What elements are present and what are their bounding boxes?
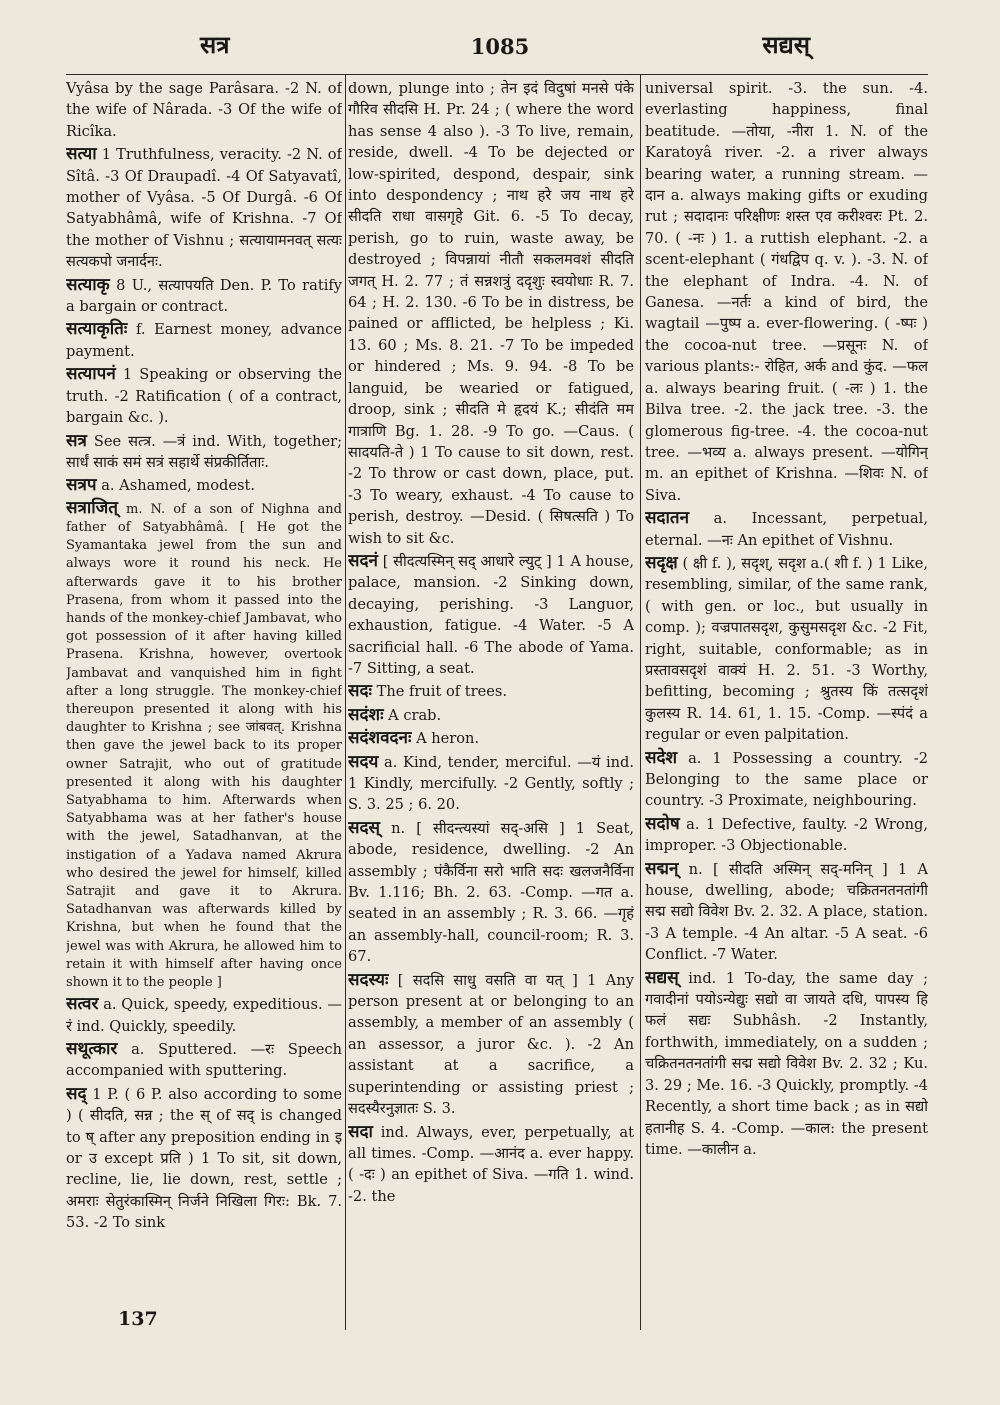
headword: सद् — [66, 1083, 87, 1104]
entry-definition: f. Earnest money, advance payment. — [66, 321, 342, 360]
dictionary-entry — [66, 431, 342, 474]
entry-definition: 1 Truthfulness, veracity. -2 N. of Sîtâ. -3 Of Draupadî. -4 Of Satyavatî, mother of Vyâsa. -5 Of Durgâ. -6 Of Satyabhâmâ, wife of Krishna. -7 Of the mother of Vishnu ; सत्यायामनवत् सत्यः सत्यकपो जनार्दनः. — [66, 146, 342, 271]
headword: सदंशः — [348, 704, 384, 725]
entry-definition: 8 U., सत्यापयति Den. P. To ratify a bargain or contract. — [66, 276, 342, 316]
headword: सदा — [348, 1121, 373, 1142]
headword: सदृक्ष — [645, 552, 678, 573]
entry-definition: 1 P. ( 6 P. also according to some ) ( सीदति, सन्न ; the स् of सद् is changed to ष् after any preposition ending in इ or उ except प्रति ) 1 To sit, sit down, recline, lie, lie down, rest, settle ; अमराः सेतुरंकास्मिन् निर्जने निखिला गिरः: Bk. 7. 53. -2 To sink — [66, 1085, 342, 1232]
entry-definition: m. N. of a son of Nighna and father of Satyabhâmâ. [ He got the Syamantaka jewel from the sun and always wore it round his neck. He afterwards gave it to his brother Prasena, from whom it passed into the hands of the monkey-chief Jambavat, who got possession of it after having killed Prasena. Krishna, however, overtook Jambavat and vanquished him in fight after a long struggle. The monkey-chief thereupon presented it along with his daughter to Krishna ; see जांबवत्. Krishna then gave the jewel back to its proper owner Satrajit, who out of gratitude presented it along with his daughter Satyabhama to him. Afterwards when Satyabhama was at her father's house with the jewel, Satadhanvan, at the instigation of a Yadava named Akrura who desired the jewel for himself, killed Satrajit and gave it to Akrura. Satadhanvan was afterwards killed by Krishna, but when he found that the jewel was with Akrura, he allowed him to retain it with himself after having once shown it to the people ] — [66, 501, 342, 990]
headword: सत्या — [66, 144, 97, 165]
headword: सत्र — [66, 430, 87, 451]
entry-definition: n. [ सीदन्त्यस्यां सद्-असि ] 1 Seat, abode, residence, dwelling. -2 An assembly ; पंकैर्विना सरो भाति सदः खलजनैर्विना Bv. 1.116; Bh. 2. 63. -Comp. —गत a. seated in an assembly ; R. 3. 66. —गृहं an assembly-hall, council-room; R. 3. 67. — [348, 819, 634, 966]
dictionary-entry — [645, 508, 928, 551]
column-2 — [348, 78, 634, 1328]
dictionary-entry — [66, 499, 342, 992]
dictionary-entry — [66, 1039, 342, 1082]
entry-definition: A crab. — [388, 706, 442, 724]
dictionary-entry — [66, 78, 342, 142]
dictionary-entry — [348, 752, 634, 816]
entry-definition: [ सदसि साधु वसति वा यत् ] 1 Any person present at or belonging to an assembly, a member of an assembly ( an assessor, a juror &c. ). -2 An assistant at a sacrifice, a superintending or assisting priest ; सदस्यैरनुज्ञातः S. 3. — [348, 971, 634, 1118]
dictionary-entry — [645, 814, 928, 857]
entry-definition: ind. 1 To-day, the same day ; गवादीनां पयोऽन्येद्युः सद्यो वा जायते दधि, पापस्य हि फलं सद्यः Subhâsh. -2 Instantly, forthwith, immediately, on a sudden ; चक्रितनतनतांगी सद्म सद्यो विवेश Bv. 2. 32 ; Ku. 3. 29 ; Me. 16. -3 Quickly, promptly. -4 Recently, a short time back ; as in सद्यो हतानीह S. 4. -Comp. —काल: the present time. —कालीन a. — [645, 969, 928, 1158]
dictionary-entry — [348, 1122, 634, 1208]
signature-number: 137 — [118, 1308, 158, 1330]
headword: सथूत्कार — [66, 1039, 118, 1060]
headword: सदस् — [348, 817, 381, 838]
dictionary-entry — [348, 728, 634, 749]
entry-definition: a. 1 Defective, faulty. -2 Wrong, improper. -3 Objectionable. — [645, 815, 928, 855]
dictionary-entry — [348, 705, 634, 726]
headword: सदातन — [645, 508, 690, 529]
page-number: 1085 — [470, 34, 530, 59]
dictionary-entry — [348, 551, 634, 679]
headword: सत्वर — [66, 994, 99, 1015]
headword: सदनं — [348, 550, 378, 571]
headword: सदोष — [645, 813, 680, 834]
dictionary-entry — [348, 681, 634, 702]
headword: सदः — [348, 681, 372, 702]
dictionary-entry — [645, 859, 928, 966]
entry-definition: See सत्त्र. —त्रं ind. With, together; सार्धं साकं समं सत्रं सहार्थे संप्रकीर्तिताः. — [66, 432, 342, 471]
running-head-left: सत्र — [200, 30, 230, 59]
headword: सद्मन् — [645, 858, 679, 879]
entry-definition: Vyâsa by the sage Parâsara. -2 N. of the wife of Nârada. -3 Of the wife of Ricîka. — [66, 80, 342, 140]
headword: सदय — [348, 751, 379, 772]
entry-definition: [ सीदत्यस्मिन् सद् आधारे ल्युट् ] 1 A house, palace, mansion. -2 Sinking down, decaying, perishing. -3 Languor, exhaustion, fatigue. -4 Water. -5 A sacrificial hall. -6 The abode of Yama. -7 Sitting, a seat. — [348, 552, 634, 677]
headword: सद्यस् — [645, 967, 679, 988]
headword: सत्याकृतिः — [66, 319, 128, 340]
headword: सत्रप — [66, 475, 97, 496]
column-3 — [645, 78, 928, 1328]
entry-definition: n. [ सीदति अस्मिन् सद्-मनिन् ] 1 A house, dwelling, abode; चक्रितनतनतांगी सद्म सद्यो विवेश Bv. 2. 32. A place, station. -3 A temple. -4 An altar. -5 A seat. -6 Conflict. -7 Water. — [645, 860, 928, 964]
entry-definition: a. Quick, speedy, expeditious. —रं ind. Quickly, speedily. — [66, 996, 342, 1035]
entry-definition: The fruit of trees. — [376, 683, 508, 701]
header-rule — [66, 74, 928, 75]
dictionary-entry — [66, 144, 342, 272]
dictionary-entry — [645, 78, 928, 506]
entry-definition: ( क्षी f. ), सदृश्, सदृश a.( शी f. ) 1 Like, resembling, similar, of the same rank, ( with gen. or loc., but usually in comp. ); वज्रपातसदृश, कुसुमसदृश &c. -2 Fit, right, suitable, conformable; as in प्रस्तावसदृशं वाक्यं H. 2. 51. -3 Worthy, befitting, becoming ; श्रुतस्य किं तत्सदृशं कुलस्य R. 14. 61, 1. 15. -Comp. —स्पंदं a regular or even palpitation. — [645, 554, 928, 744]
entry-definition: a. Kind, tender, merciful. —यं ind. 1 Kindly, mercifully. -2 Gently, softly ; S. 3. 25 ; 6. 20. — [348, 753, 634, 814]
dictionary-entry — [66, 364, 342, 428]
dictionary-entry — [66, 475, 342, 496]
column-1 — [66, 78, 342, 1328]
dictionary-entry — [348, 78, 634, 549]
entry-definition: a. Incessant, perpetual, eternal. —नः An epithet of Vishnu. — [645, 510, 928, 549]
headword: सत्यापनं — [66, 364, 116, 385]
dictionary-entry — [66, 994, 342, 1037]
entry-definition: down, plunge into ; तेन इदं विदुषां मनसे पंके गौरिव सीदसि H. Pr. 24 ; ( where the word has sense 4 also ). -3 To live, remain, reside, dwell. -4 To be dejected or low-spirited, despond, despair, sink into despondency ; नाथ हरे जय नाथ हरे सीदति राधा वासगृहे Git. 6. -5 To decay, perish, go to ruin, waste away, be destroyed ; विपन्नायां नीतौ सकलमवशं सीदति जगत् H. 2. 77 ; तं सन्नशत्रुं ददृशुः स्वयोधाः R. 7. 64 ; H. 2. 130. -6 To be in distress, be pained or afflicted, be helpless ; Ki. 13. 60 ; Ms. 8. 21. -7 To be impeded or hindered ; Ms. 9. 94. -8 To be languid, be wearied or fatigued, droop, sink ; सीदति मे हृदयं K.; सीदंति मम गात्राणि Bg. 1. 28. -9 To go. —Caus. ( सादयति-ते ) 1 To cause to sit down, rest. -2 To throw or cast down, place, put. -3 To weary, exhaust. -4 To cause to perish, destroy. —Desid. ( सिषत्सति ) To wish to sit &c. — [348, 80, 634, 547]
dictionary-entry — [645, 553, 928, 746]
dictionary-entry — [645, 968, 928, 1161]
entry-definition: universal spirit. -3. the sun. -4. everlasting happiness, final beatitude. —तोया, -नीरा 1. N. of the Karatoyâ river. -2. a river always bearing water, a running stream. —दान a. always making gifts or exuding rut ; सदादानः परिक्षीणः शस्त एव करीश्वरः Pt. 2. 70. ( -नः ) 1. a ruttish elephant. -2. a scent-elephant ( गंधद्विप q. v. ). -3. N. of the elephant of Indra. -4. N. of Ganesa. —नर्तः a kind of bird, the wagtail —पुष्प a. ever-flowering. ( -ष्पः ) the cocoa-nut tree. —प्रसूनः N. of various plants:- रोहित, अर्क and कुंद. —फल a. always bearing fruit. ( -लः ) 1. the Bilva tree. -2. the jack tree. -3. the glomerous fig-tree. -4. the cocoa-nut tree. —भव्य a. always present. —योगिन् m. an epithet of Krishna. —शिवः N. of Siva. — [645, 80, 928, 504]
column-divider-1 — [345, 74, 346, 1330]
headword: सदंशवदनः — [348, 728, 412, 749]
column-divider-2 — [640, 74, 641, 1330]
headword: सदस्यः — [348, 969, 389, 990]
dictionary-entry — [66, 275, 342, 318]
headword: सत्राजित् — [66, 497, 118, 518]
dictionary-entry — [348, 818, 634, 968]
entry-definition: a. Sputtered. —रः Speech accompanied with sputtering. — [66, 1041, 342, 1080]
entry-definition: A heron. — [416, 730, 480, 748]
headword: सदेश — [645, 747, 678, 768]
entry-definition: a. Ashamed, modest. — [101, 477, 255, 495]
running-head-right: सद्यस् — [762, 30, 810, 59]
entry-definition: ind. Always, ever, perpetually, at all times. -Comp. —आनंद a. ever happy. ( -दः ) an epithet of Siva. —गति 1. wind. -2. the — [348, 1123, 634, 1205]
dictionary-entry — [645, 748, 928, 812]
entry-definition: 1 Speaking or observing the truth. -2 Ratification ( of a contract, bargain &c. ). — [66, 366, 342, 427]
entry-definition: a. 1 Possessing a country. -2 Belonging to the same place or country. -3 Proximate, neighbouring. — [645, 749, 928, 810]
headword: सत्याकृ — [66, 274, 110, 295]
dictionary-entry — [348, 970, 634, 1120]
dictionary-entry — [66, 1084, 342, 1234]
dictionary-entry — [66, 319, 342, 362]
